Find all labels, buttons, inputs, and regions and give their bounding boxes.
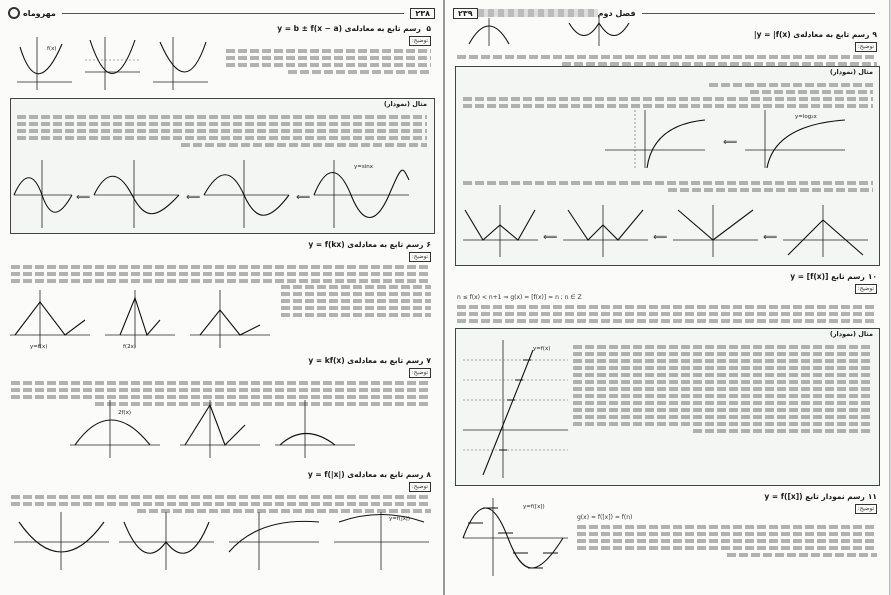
left-page xyxy=(0,0,445,595)
svg-text:⟸: ⟸ xyxy=(763,232,778,243)
floor-graph xyxy=(463,340,573,480)
page-number: ۲۳۹ xyxy=(453,8,478,19)
svg-text:f(2x): f(2x) xyxy=(123,344,136,350)
section7-graphs xyxy=(70,400,370,462)
svg-text:y=f(x): y=f(x) xyxy=(30,344,48,350)
log-graphs xyxy=(605,110,865,170)
section-body: توضیح: xyxy=(457,42,877,69)
chapter-title: فصل دوم xyxy=(597,8,636,18)
example-body-2 xyxy=(463,178,873,195)
chapter-band xyxy=(478,9,598,17)
section-heading: ۹رسم تابع به معادله‌ی y = |f(x)| xyxy=(753,30,877,39)
example-graph-chain xyxy=(14,160,434,230)
section-body: توضیح: xyxy=(226,36,431,77)
svg-text:⟸: ⟸ xyxy=(186,192,201,203)
svg-text:f(x): f(x) xyxy=(47,46,57,52)
section6-graphs xyxy=(10,290,280,352)
svg-text:⟸: ⟸ xyxy=(543,232,558,243)
right-page xyxy=(445,0,890,595)
svg-text:⟸: ⟸ xyxy=(653,232,668,243)
example-body xyxy=(17,112,427,150)
formula: n ≤ f(x) < n+1 ⇒ g(x) = [f(x)] = n ; n ∈ Z xyxy=(457,294,582,301)
section-body: توضیح: n ≤ f(x) < n+1 ⇒ g(x) = [f(x)] = n ; n ∈ Z xyxy=(457,284,877,326)
brand-logo-icon xyxy=(8,7,20,19)
section-heading: ۸رسم تابع به معادله‌ی y = f(|x|) xyxy=(307,470,431,479)
page-number: ۲۳۸ xyxy=(410,8,435,19)
section5-graphs xyxy=(12,32,212,92)
example-box-title: مثال (نمودار) xyxy=(383,100,427,108)
section-body: توضیح: xyxy=(11,368,431,409)
svg-text:y=f(|x|): y=f(|x|) xyxy=(389,516,411,522)
example-box-title: مثال (نمودار) xyxy=(829,330,873,338)
svg-text:y=f([x]): y=f([x]) xyxy=(523,504,545,510)
left-page-header xyxy=(8,6,435,20)
svg-text:y=sinx: y=sinx xyxy=(354,164,373,170)
svg-text:2f(x): 2f(x) xyxy=(118,410,131,416)
example-body xyxy=(573,342,873,436)
abs-graph-chain xyxy=(463,205,873,260)
section-heading: ۱۰رسم تابع y = [f(x)] xyxy=(790,272,877,281)
brand-name: مهروماه xyxy=(23,8,56,18)
svg-text:⟸: ⟸ xyxy=(296,192,311,203)
svg-text:⟸: ⟸ xyxy=(76,192,91,203)
svg-text:y=f(x): y=f(x) xyxy=(533,346,551,352)
section-body-side xyxy=(281,282,431,320)
svg-text:y=log₂x: y=log₂x xyxy=(795,114,817,120)
section-heading: ۵ رسم تابع به معادله‌ی y = b ± f(x − a) xyxy=(277,24,431,33)
svg-text:⟸: ⟸ xyxy=(723,137,738,148)
example-box-title: مثال (نمودار) xyxy=(829,68,873,76)
section-body: توضیح: xyxy=(11,252,431,286)
formula: g(x) = f([x]) = f(n) xyxy=(577,514,633,521)
brand-logo xyxy=(8,7,56,19)
section-body: توضیح: g(x) = f([x]) = f(n) xyxy=(577,504,877,560)
section-heading: ۱۱رسم نمودار تابع y = f([x]) xyxy=(764,492,877,501)
step-graph xyxy=(463,498,573,578)
section8-graphs xyxy=(14,512,434,572)
section-heading: ۶رسم تابع به معادله‌ی y = f(kx) xyxy=(308,240,431,249)
example-body xyxy=(463,80,873,111)
section-body: توضیح: xyxy=(11,482,431,516)
section-heading: ۷رسم تابع به معادله‌ی y = kf(x) xyxy=(308,356,431,365)
